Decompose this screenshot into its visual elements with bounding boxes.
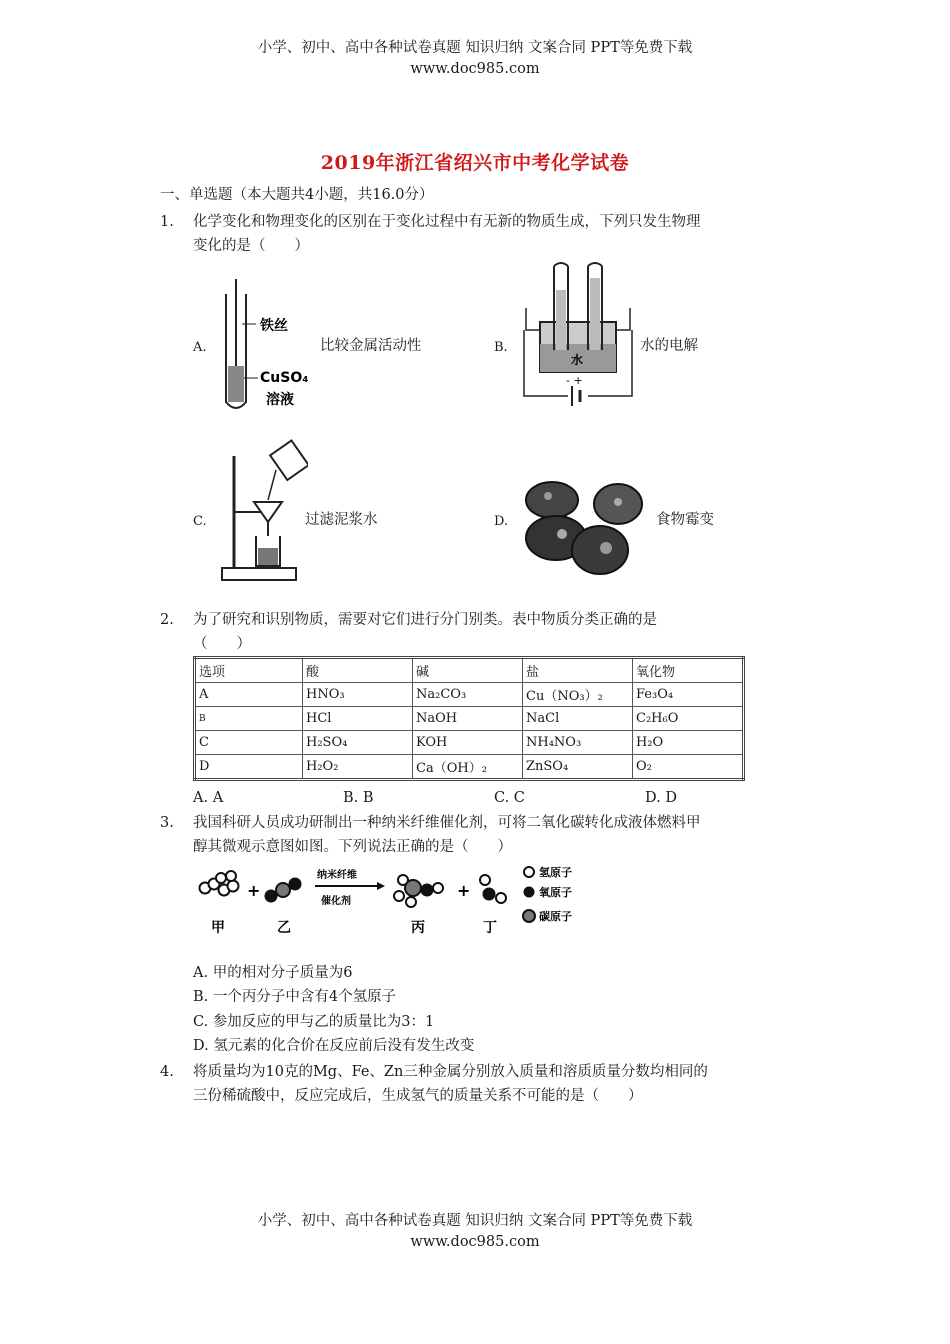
table-cell: Fe₃O₄ bbox=[633, 683, 744, 707]
label-jia: 甲 bbox=[211, 920, 225, 936]
table-cell: NaCl bbox=[523, 707, 633, 731]
q1-option-a-text: 比较金属活动性 bbox=[320, 338, 422, 354]
table-row bbox=[195, 731, 744, 755]
fig-label-water: 水 bbox=[571, 353, 584, 367]
q3-text-line1: 我国科研人员成功研制出一种纳米纤维催化剂，可将二氧化碳转化成液体燃料甲 bbox=[193, 815, 701, 831]
table-cell: C₂H₆O bbox=[633, 707, 744, 731]
page-header-url: www.doc985.com bbox=[410, 61, 540, 77]
q4-text-line2: 三份稀硫酸中，反应完成后，生成氢气的质量关系不可能的是（ ） bbox=[193, 1088, 643, 1104]
table-cell: O₂ bbox=[633, 755, 744, 780]
table-cell: H₂SO₄ bbox=[303, 731, 413, 755]
q1-option-a-label: A. bbox=[193, 340, 207, 355]
q3-text-line2: 醇其微观示意图如图。下列说法正确的是（ ） bbox=[193, 839, 512, 855]
q2-text-line1: 为了研究和识别物质，需要对它们进行分门别类。表中物质分类正确的是 bbox=[193, 612, 657, 628]
q1-option-c-text: 过滤泥浆水 bbox=[305, 512, 378, 528]
q2-text-line2: （ ） bbox=[193, 636, 251, 652]
q1-number: 1. bbox=[160, 214, 174, 230]
classification-table bbox=[193, 656, 745, 781]
plus-sign: + bbox=[457, 881, 471, 900]
table-cell: H₂O bbox=[633, 731, 744, 755]
reactant-yi bbox=[265, 878, 302, 903]
product-ding bbox=[480, 875, 506, 903]
fig-label-iron-wire: 铁丝 bbox=[260, 318, 288, 334]
q2-number: 2. bbox=[160, 612, 174, 628]
table-cell: B bbox=[195, 707, 303, 731]
label-ding: 丁 bbox=[483, 920, 497, 936]
table-cell: C bbox=[195, 731, 303, 755]
q3-option-b: B. 一个丙分子中含有4个氢原子 bbox=[193, 989, 397, 1005]
legend-carbon-icon bbox=[523, 910, 535, 922]
table-header-cell: 选项 bbox=[195, 658, 303, 683]
table-header-cell: 酸 bbox=[303, 658, 413, 683]
table-cell: H₂O₂ bbox=[303, 755, 413, 780]
q1-text-line2: 变化的是（ ） bbox=[193, 238, 309, 254]
table-header-cell: 碱 bbox=[413, 658, 523, 683]
table-cell: Na₂CO₃ bbox=[413, 683, 523, 707]
q3-option-c: C. 参加反应的甲与乙的质量比为3：1 bbox=[193, 1014, 435, 1030]
q1-option-c-label: C. bbox=[193, 514, 207, 529]
table-cell: NaOH bbox=[413, 707, 523, 731]
plus-sign: + bbox=[247, 881, 261, 900]
table-cell: Cu（NO₃）₂ bbox=[523, 683, 633, 707]
table-row bbox=[195, 755, 744, 780]
q1-option-d-label: D. bbox=[494, 514, 509, 529]
q4-number: 4. bbox=[160, 1064, 174, 1080]
table-row bbox=[195, 683, 744, 707]
q2-answer-a: A. A bbox=[193, 790, 224, 806]
reactant-jia bbox=[200, 871, 239, 896]
fig-label-solution: 溶液 bbox=[266, 392, 294, 408]
q4-text-line1: 将质量均为10克的Mg、Fe、Zn三种金属分别放入质量和溶质质量分数均相同的 bbox=[193, 1064, 708, 1080]
test-tube-figure bbox=[212, 274, 322, 416]
q1-option-d-text: 食物霉变 bbox=[656, 512, 714, 528]
legend-hydrogen: 氢原子 bbox=[539, 866, 572, 879]
table-header-cell: 氧化物 bbox=[633, 658, 744, 683]
table-cell: KOH bbox=[413, 731, 523, 755]
table-header-row bbox=[195, 658, 744, 683]
q3-option-d: D. 氢元素的化合价在反应前后没有发生改变 bbox=[193, 1038, 475, 1054]
label-bing: 丙 bbox=[411, 920, 425, 936]
fig-label-polarity: - + bbox=[566, 374, 583, 387]
table-cell: HCl bbox=[303, 707, 413, 731]
q1-option-b-label: B. bbox=[494, 340, 508, 355]
catalyst-label-bottom: 催化剂 bbox=[321, 896, 351, 907]
section-heading: 一、单选题（本大题共4小题，共16.0分） bbox=[160, 187, 434, 203]
q2-answer-b: B. B bbox=[343, 790, 374, 806]
table-cell: Ca（OH）₂ bbox=[413, 755, 523, 780]
legend-hydrogen-icon bbox=[524, 867, 534, 877]
product-bing bbox=[394, 875, 443, 907]
table-cell: ZnSO₄ bbox=[523, 755, 633, 780]
label-yi: 乙 bbox=[277, 920, 291, 936]
page-footer-line1: 小学、初中、高中各种试卷真题 知识归纳 文案合同 PPT等免费下载 bbox=[257, 1213, 693, 1229]
q3-number: 3. bbox=[160, 815, 174, 831]
q2-answer-c: C. C bbox=[494, 790, 525, 806]
legend-carbon: 碳原子 bbox=[539, 910, 572, 923]
table-cell: HNO₃ bbox=[303, 683, 413, 707]
table-row bbox=[195, 707, 744, 731]
table-header-cell: 盐 bbox=[523, 658, 633, 683]
catalyst-label-top: 纳米纤维 bbox=[317, 870, 357, 881]
q2-answer-d: D. D bbox=[645, 790, 677, 806]
moldy-food-figure bbox=[518, 474, 648, 584]
page-footer-url: www.doc985.com bbox=[410, 1234, 540, 1250]
table-cell: NH₄NO₃ bbox=[523, 731, 633, 755]
page-header-line1: 小学、初中、高中各种试卷真题 知识归纳 文案合同 PPT等免费下载 bbox=[257, 40, 693, 56]
fig-label-cuso4: CuSO₄ bbox=[260, 370, 309, 386]
table-cell: D bbox=[195, 755, 303, 780]
q1-option-b-text: 水的电解 bbox=[640, 338, 698, 354]
table-cell: A bbox=[195, 683, 303, 707]
q1-text-line1: 化学变化和物理变化的区别在于变化过程中有无新的物质生成，下列只发生物理 bbox=[193, 214, 701, 230]
reaction-diagram bbox=[193, 860, 603, 940]
electrolysis-figure bbox=[518, 260, 638, 412]
legend-oxygen-icon bbox=[524, 887, 535, 898]
filtration-figure bbox=[218, 436, 308, 588]
page-title: 2019年浙江省绍兴市中考化学试卷 bbox=[320, 152, 630, 174]
legend-oxygen: 氧原子 bbox=[539, 886, 572, 899]
q3-option-a: A. 甲的相对分子质量为6 bbox=[193, 965, 353, 981]
